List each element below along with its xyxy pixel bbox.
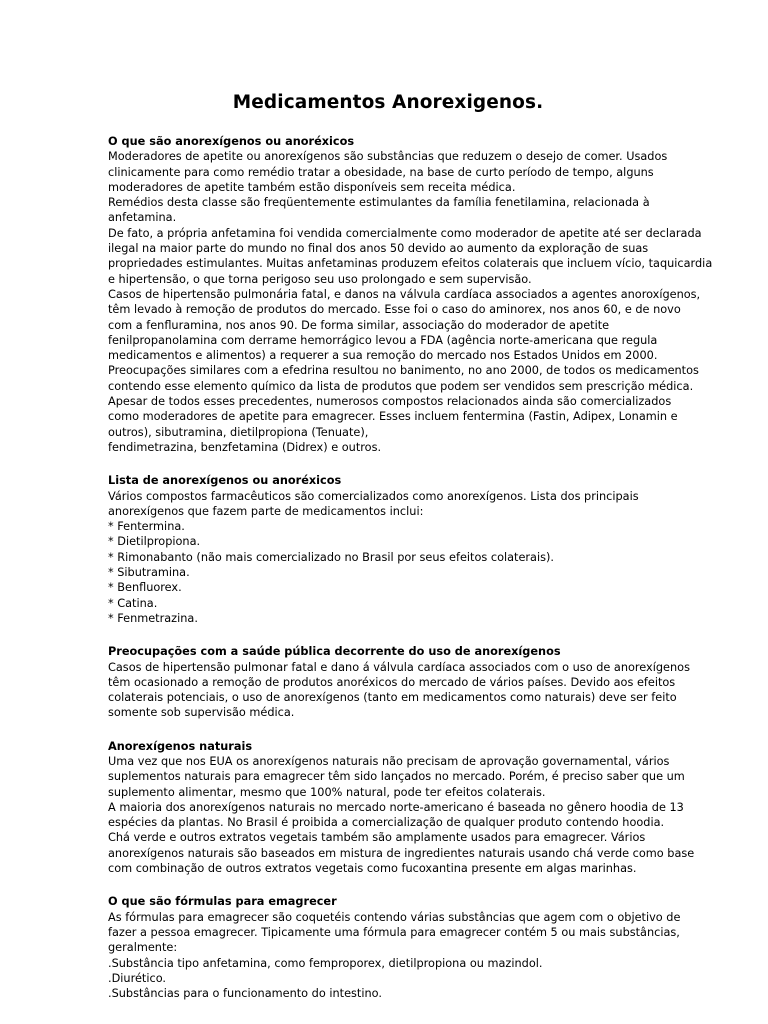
paragraph-line: * Fentermina. bbox=[108, 520, 185, 534]
paragraph-line: e hipertensão, o que torna perigoso seu uso prolongado e sem supervisão. bbox=[108, 272, 532, 286]
section bbox=[108, 739, 695, 877]
paragraph-line: Casos de hipertensão pulmonar fatal e dano á válvula cardíaca associados com o uso de anorexígenos bbox=[108, 660, 690, 674]
paragraph-line: Remédios desta classe são freqüentemente estimulantes da família fenetilamina, relacionada à bbox=[108, 196, 650, 210]
section bbox=[108, 134, 713, 455]
section-heading: O que são fórmulas para emagrecer bbox=[108, 895, 337, 909]
paragraph-line: Apesar de todos esses precedentes, numerosos compostos relacionados ainda são comercializados bbox=[108, 395, 672, 409]
paragraph-line: A maioria dos anorexígenos naturais no mercado norte-americano é baseada no gênero hoodia de 13 bbox=[108, 800, 684, 814]
paragraph-line: * Catina. bbox=[108, 596, 158, 610]
paragraph-line: As fórmulas para emagrecer são coquetéis contendo várias substâncias que agem com o objetivo de bbox=[108, 910, 681, 924]
paragraph-line: anorexígenos naturais são baseados em mistura de ingredientes naturais usando chá verde como base bbox=[108, 846, 695, 860]
section-heading: Preocupações com a saúde pública decorrente do uso de anorexígenos bbox=[108, 645, 561, 659]
paragraph-line: fazer a pessoa emagrecer. Tipicamente uma fórmula para emagrecer contém 5 ou mais substâncias, bbox=[108, 925, 680, 939]
paragraph-line: * Benfluorex. bbox=[108, 581, 182, 595]
paragraph-line: Moderadores de apetite ou anorexígenos são substâncias que reduzem o desejo de comer. Usados bbox=[108, 150, 668, 164]
paragraph-line: com a fenfluramina, nos anos 90. De forma similar, associação do moderador de apetite bbox=[108, 318, 610, 332]
section bbox=[108, 473, 668, 626]
document-title: Medicamentos Anorexigenos. bbox=[232, 92, 544, 113]
paragraph-line: têm levado à remoção de produtos do mercado. Esse foi o caso do aminorex, nos anos 60, e de novo bbox=[108, 303, 681, 317]
paragraph-line: somente sob supervisão médica. bbox=[108, 706, 295, 720]
paragraph-line: suplementos naturais para emagrecer têm sido lançados no mercado. Porém, é preciso saber que um bbox=[108, 770, 685, 784]
paragraph-line: * Rimonabanto (não mais comercializado no Brasil por seus efeitos colaterais). bbox=[108, 550, 555, 564]
paragraph-line: Preocupações similares com a efedrina resultou no banimento, no ano 2000, de todos os medicamentos bbox=[108, 364, 699, 378]
paragraph-line: geralmente: bbox=[108, 941, 178, 955]
paragraph-line: propriedades estimulantes. Muitas anfetaminas produzem efeitos colaterais que incluem vício, taquicardia bbox=[108, 257, 713, 271]
paragraph-line: fendimetrazina, benzfetamina (Didrex) e outros. bbox=[108, 440, 382, 454]
paragraph-line: Uma vez que nos EUA os anorexígenos naturais não precisam de aprovação governamental, vários bbox=[108, 754, 670, 768]
paragraph-line: * Dietilpropiona. bbox=[108, 535, 201, 549]
section-heading: Lista de anorexígenos ou anoréxicos bbox=[108, 474, 342, 488]
section bbox=[108, 894, 681, 1001]
paragraph-line: com combinação de outros extratos vegetais como fucoxantina presente em algas marinhas. bbox=[108, 862, 637, 876]
paragraph-line: têm ocasionado a remoção de produtos anoréxicos do mercado de vários países. Devido aos efeitos bbox=[108, 675, 676, 689]
paragraph-line: * Sibutramina. bbox=[108, 566, 190, 580]
paragraph-line: anfetamina. bbox=[108, 211, 177, 225]
paragraph-line: Chá verde e outros extratos vegetais também são amplamente usados para emagrecer. Vários bbox=[108, 831, 646, 845]
paragraph-line: outros), sibutramina, dietilpropiona (Tenuate), bbox=[108, 425, 369, 439]
paragraph-line: De fato, a própria anfetamina foi vendida comercialmente como moderador de apetite até ser declarada bbox=[108, 226, 702, 240]
paragraph-line: fenilpropanolamina com derrame hemorrágico levou a FDA (agência norte-americana que regula bbox=[108, 333, 658, 347]
paragraph-line: espécies da plantas. No Brasil é proibida a comercialização de qualquer produto contendo hoodia. bbox=[108, 816, 665, 830]
paragraph-line: * Fenmetrazina. bbox=[108, 611, 198, 625]
paragraph-line: moderadores de apetite também estão disponíveis sem receita médica. bbox=[108, 180, 516, 194]
paragraph-line: .Substâncias para o funcionamento do intestino. bbox=[108, 987, 382, 1001]
paragraph-line: suplemento alimentar, mesmo que 100% natural, pode ter efeitos colaterais. bbox=[108, 785, 546, 799]
paragraph-line: como moderadores de apetite para emagrecer. Esses incluem fentermina (Fastin, Adipex, Lonamin e bbox=[108, 410, 678, 424]
section bbox=[108, 644, 690, 720]
document-page bbox=[108, 92, 713, 1019]
paragraph-line: clinicamente para como remédio tratar a obesidade, na base de curto período de tempo, alguns bbox=[108, 165, 654, 179]
paragraph-line: ilegal na maior parte do mundo no final dos anos 50 devido ao aumento da exploração de suas bbox=[108, 242, 649, 256]
paragraph-line: Vários compostos farmacêuticos são comercializados como anorexígenos. Lista dos principais bbox=[108, 489, 639, 503]
paragraph-line: .Diurético. bbox=[108, 971, 167, 985]
paragraph-line: contendo esse elemento químico da lista de produtos que podem ser vendidos sem prescrição médica. bbox=[108, 379, 694, 393]
paragraph-line: anorexígenos que fazem parte de medicamentos inclui: bbox=[108, 504, 424, 518]
section-heading: Anorexígenos naturais bbox=[108, 739, 253, 753]
paragraph-line: colaterais potenciais, o uso de anorexígenos (tanto em medicamentos como naturais) deve ser feito bbox=[108, 691, 677, 705]
section-heading: O que são anorexígenos ou anoréxicos bbox=[108, 135, 355, 148]
paragraph-line: .Substância tipo anfetamina, como femproporex, dietilpropiona ou mazindol. bbox=[108, 956, 543, 970]
paragraph-line: medicamentos e alimentos) a requerer a sua remoção do mercado nos Estados Unidos em 2000. bbox=[108, 349, 658, 363]
document-body bbox=[108, 134, 713, 1001]
paragraph-line: Casos de hipertensão pulmonária fatal, e danos na válvula cardíaca associados a agentes anoroxígenos, bbox=[108, 287, 701, 301]
